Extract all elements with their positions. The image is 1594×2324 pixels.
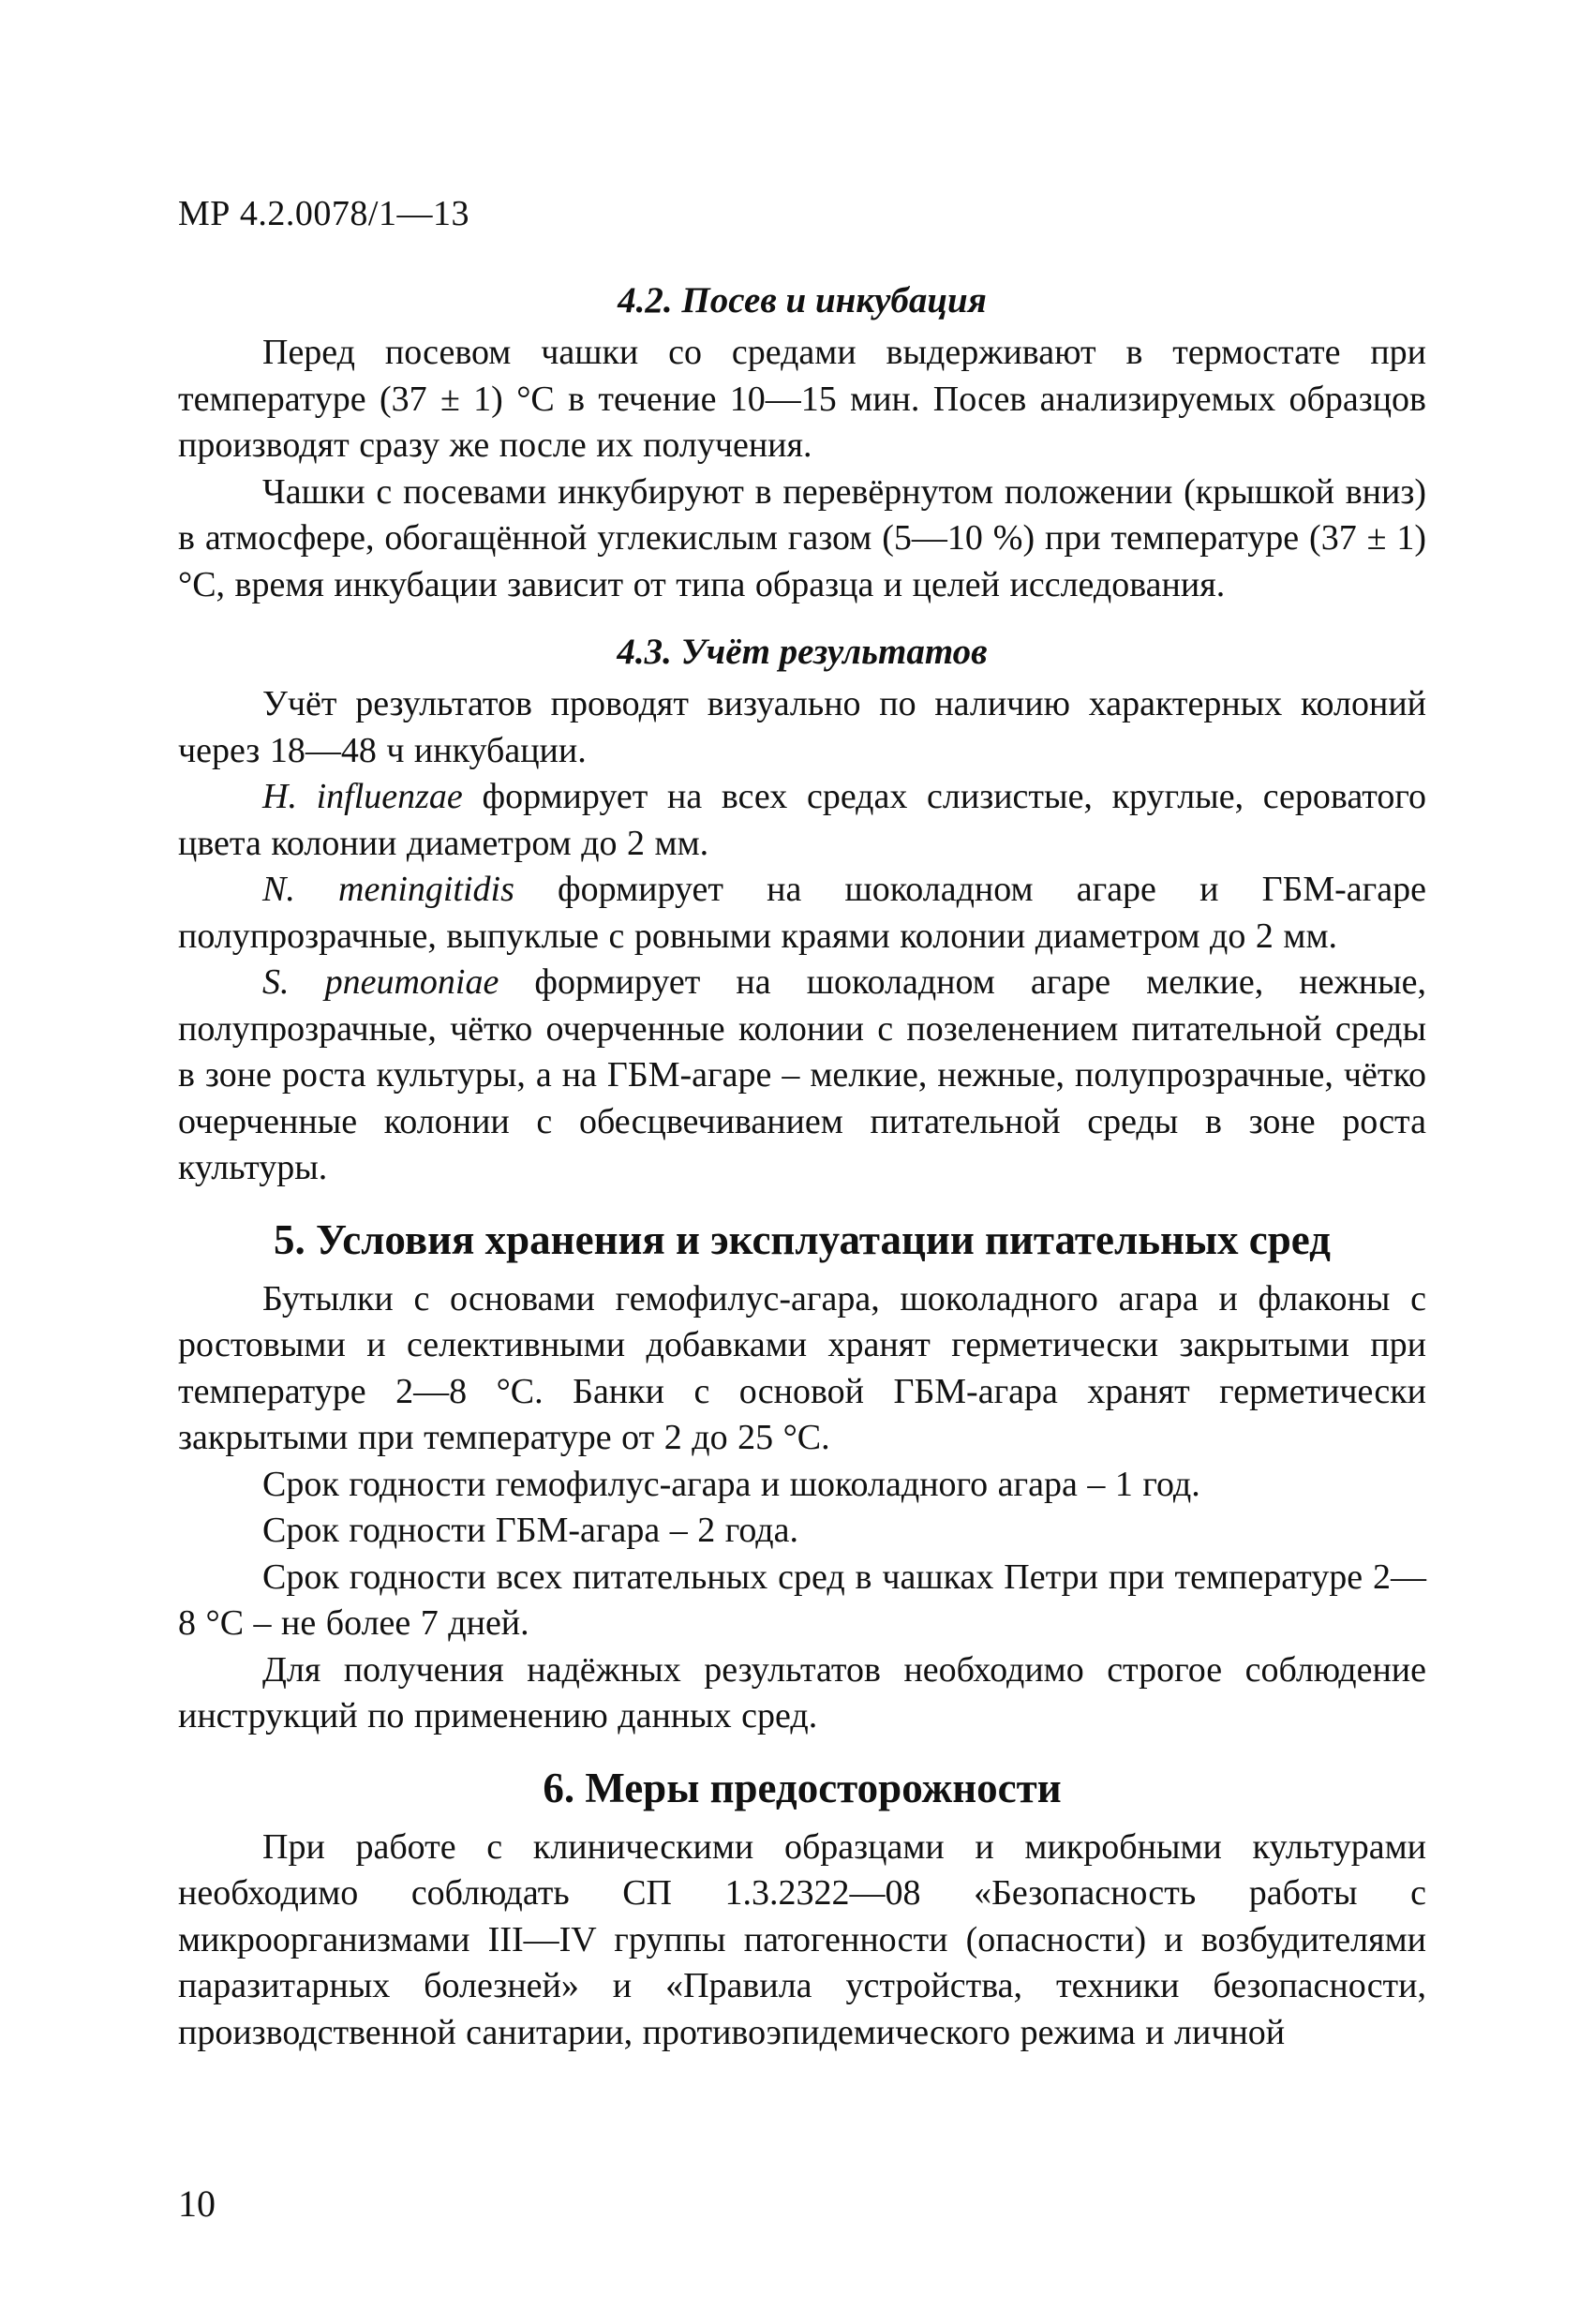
organism-name-s-pneumoniae: S. pneumoniae (262, 962, 499, 1002)
organism-name-n-meningitidis: N. meningitidis (262, 870, 514, 909)
paragraph-text: формирует на шоколадном агаре и ГБМ-агаре полупрозрачные, выпуклые с ровными краями колонии диаметром до 2 мм. (178, 870, 1426, 956)
section-4-3-paragraph-4 (178, 960, 1426, 1192)
section-4-2-paragraph-1: Перед посевом чашки со средами выдерживают в термостате при температуре (37 ± 1) °С в течение 10—15 мин. Посев анализируемых образцов производят сразу же после их получения. (178, 333, 1426, 465)
page-number: 10 (178, 2182, 216, 2225)
section-4-3-paragraph-2 (178, 774, 1426, 867)
section-5-paragraph-4: Срок годности всех питательных сред в чашках Петри при температуре 2—8 °С – не более 7 дней. (178, 1557, 1426, 1643)
section-5-paragraph-5: Для получения надёжных результатов необходимо строгое соблюдение инструкций по применению данных сред. (178, 1649, 1426, 1736)
section-5-paragraph-2: Срок годности гемофилус-агара и шоколадного агара – 1 год. (262, 1464, 1200, 1504)
section-5-title: 5. Условия хранения и эксплуатации питательных сред (274, 1215, 1331, 1263)
section-5-paragraph-1: Бутылки с основами гемофилус-агара, шоколадного агара и флаконы с ростовыми и селективными добавками хранят герметически закрытыми при температуре 2—8 °С. Банки с основой ГБМ-агара хранят герметически закрытыми при температуре от 2 до 25 °С. (178, 1278, 1426, 1457)
paragraph-text: формирует на шоколадном агаре мелкие, нежные, полупрозрачные, чётко очерченные колонии с позеленением питательной среды в зоне роста культуры, а на ГБМ-агаре – мелкие, нежные, полупрозрачные, чётко очерченные колонии с обесцвечиванием питательной среды в зоне роста культуры. (178, 962, 1426, 1187)
section-4-2-title: 4.2. Посев и инкубация (618, 280, 987, 320)
document-code: МР 4.2.0078/1—13 (178, 194, 469, 233)
section-4-3-paragraph-3 (178, 867, 1426, 960)
section-4-3-title: 4.3. Учёт результатов (617, 632, 988, 672)
organism-name-h-influenzae: H. influenzae (262, 777, 463, 816)
section-4-2-paragraph-2: Чашки с посевами инкубируют в перевёрнутом положении (крышкой вниз) в атмосфере, обогащённой углекислым газом (5—10 %) при температуре (37 ± 1) °С, время инкубации зависит от типа образца и целей исследования. (178, 471, 1426, 604)
paragraph-text: формирует на всех средах слизистые, круглые, сероватого цвета колонии диаметром до 2 мм. (178, 777, 1426, 863)
section-6-paragraph-1: При работе с клиническими образцами и микробными культурами необходимо соблюдать СП 1.3.2322—08 «Безопасность работы с микроорганизмами III—IV группы патогенности (опасности) и возбудителями паразитарных болезней» и «Правила устройства, техники безопасности, производственной санитарии, противоэпидемического режима и личной (178, 1826, 1426, 2052)
section-5-paragraph-3: Срок годности ГБМ-агара – 2 года. (262, 1511, 798, 1550)
section-6-title: 6. Меры предосторожности (543, 1764, 1062, 1811)
page-body (178, 277, 1426, 2056)
section-4-3-paragraph-1: Учёт результатов проводят визуально по наличию характерных колоний через 18—48 ч инкубации. (178, 684, 1426, 770)
